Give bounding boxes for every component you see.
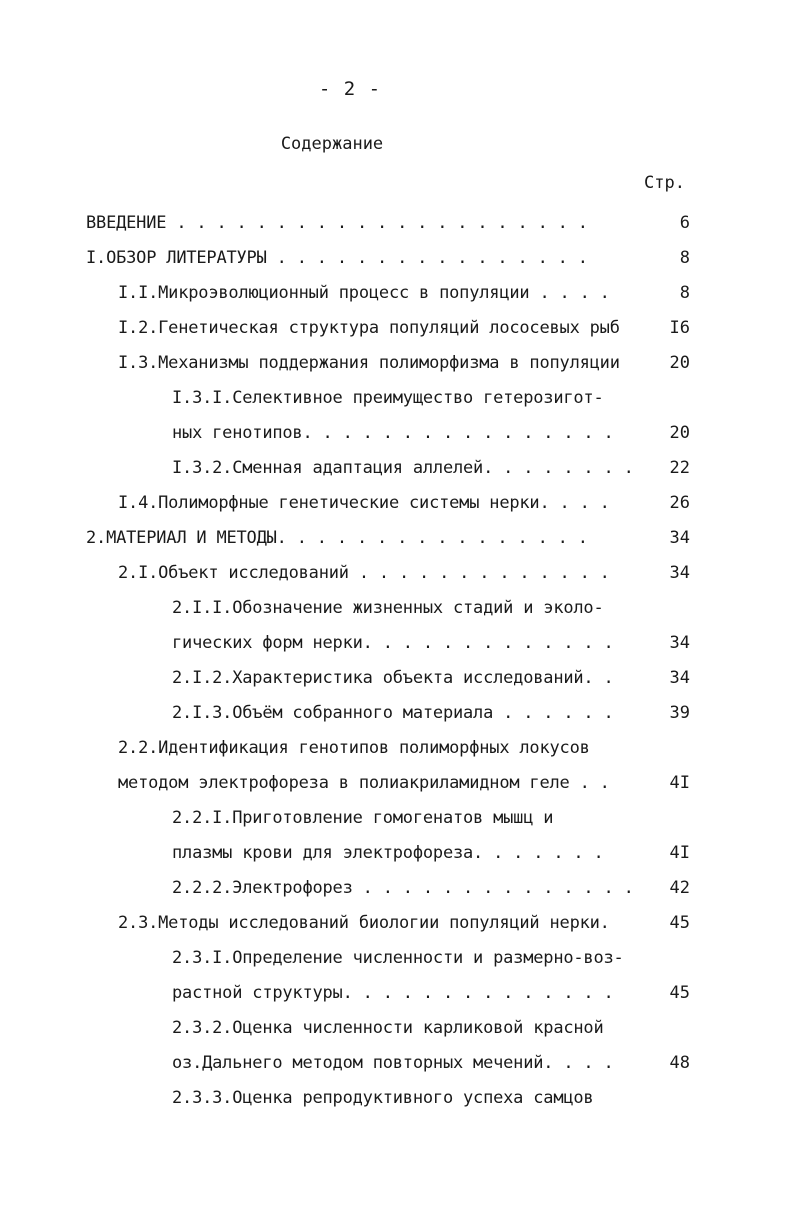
toc-entry-label: 2.3.2.Оценка численности карликовой красной	[172, 1018, 604, 1038]
toc-entry-1-1	[118, 278, 690, 308]
toc-entry-1-3-2	[172, 453, 690, 483]
toc-entry-label: I.4.Полиморфные генетические системы нерки. . . .	[118, 493, 610, 513]
toc-entry-page: 34	[664, 558, 690, 588]
page-number: - 2 -	[318, 78, 382, 100]
toc-entry-2-3-1	[172, 943, 690, 973]
toc-entry-page: 20	[664, 348, 690, 378]
toc-entry-label: I.3.I.Селективное преимущество гетерозигот-	[172, 388, 604, 408]
toc-entry-page: 45	[664, 908, 690, 938]
toc-entry-1-2	[118, 313, 690, 343]
toc-entry-1-3	[118, 348, 690, 378]
pages-column-header: Стр.	[644, 173, 685, 193]
toc-entry-2-3-2-cont	[172, 1048, 690, 1078]
toc-entry-label: 2.3.Методы исследований биологии популяций нерки.	[118, 913, 610, 933]
toc-entry-page: 45	[664, 978, 690, 1008]
toc-entry-label: 2.I.3.Объём собранного материала . . . . . .	[172, 703, 614, 723]
toc-entry-2-1-1	[172, 593, 690, 623]
toc-entry-label: ных генотипов. . . . . . . . . . . . . . . .	[172, 423, 614, 443]
toc-entry-label: 2.2.I.Приготовление гомогенатов мышц и	[172, 808, 554, 828]
toc-entry-page: 39	[664, 698, 690, 728]
toc-entry-2-2-1-cont	[172, 838, 690, 868]
toc-entry-label: I.3.Механизмы поддержания полиморфизма в популяции	[118, 353, 620, 373]
toc-entry-2-1-2	[172, 663, 690, 693]
toc-entry-page: 34	[664, 523, 690, 553]
toc-entry-materials-methods	[86, 523, 690, 553]
toc-entry-page: 4I	[664, 768, 690, 798]
toc-entry-1-3-1	[172, 383, 690, 413]
toc-entry-label: 2.I.I.Обозначение жизненных стадий и эколо-	[172, 598, 604, 618]
toc-entry-label: I.I.Микроэволюционный процесс в популяции . . . .	[118, 283, 610, 303]
toc-entry-literature-review	[86, 243, 690, 273]
toc-entry-page: 8	[674, 278, 690, 308]
toc-entry-page: 4I	[664, 838, 690, 868]
toc-entry-1-4	[118, 488, 690, 518]
toc-entry-label: I.ОБЗОР ЛИТЕРАТУРЫ . . . . . . . . . . . . . . . .	[86, 248, 588, 268]
toc-entry-page: 34	[664, 663, 690, 693]
toc-entry-label: 2.3.3.Оценка репродуктивного успеха самцов	[172, 1088, 594, 1108]
toc-entry-page: 22	[664, 453, 690, 483]
toc-entry-introduction	[86, 208, 690, 238]
toc-entry-label: оз.Дальнего методом повторных мечений. . . .	[172, 1053, 614, 1073]
toc-entry-label: 2.2.Идентификация генотипов полиморфных локусов	[118, 738, 590, 758]
toc-entry-label: 2.3.I.Определение численности и размерно-воз-	[172, 948, 624, 968]
toc-entry-1-3-1-cont	[172, 418, 690, 448]
toc-entry-page: 26	[664, 488, 690, 518]
toc-entry-page: 42	[664, 873, 690, 903]
toc-entry-2-1-3	[172, 698, 690, 728]
toc-entry-label: 2.2.2.Электрофорез . . . . . . . . . . . . . .	[172, 878, 634, 898]
toc-entry-label: 2.I.2.Характеристика объекта исследований. .	[172, 668, 614, 688]
toc-entry-2-1-1-cont	[172, 628, 690, 658]
toc-entry-label: I.2.Генетическая структура популяций лососевых рыб	[118, 318, 620, 338]
toc-entry-page: 6	[674, 208, 690, 238]
toc-entry-page: 20	[664, 418, 690, 448]
toc-entry-2-3-2	[172, 1013, 690, 1043]
toc-entry-label: растной структуры. . . . . . . . . . . . . .	[172, 983, 614, 1003]
toc-entry-label: методом электрофореза в полиакриламидном геле . .	[118, 773, 610, 793]
toc-entry-2-1	[118, 558, 690, 588]
toc-entry-label: гических форм нерки. . . . . . . . . . . . .	[172, 633, 614, 653]
toc-entry-label: 2.МАТЕРИАЛ И МЕТОДЫ. . . . . . . . . . . . . . . .	[86, 528, 588, 548]
toc-entry-page: 48	[664, 1048, 690, 1078]
toc-entry-page: 8	[674, 243, 690, 273]
toc-entry-2-2-2	[172, 873, 690, 903]
toc-title: Содержание	[280, 134, 384, 154]
toc-entry-label: 2.I.Объект исследований . . . . . . . . . . . . .	[118, 563, 610, 583]
toc-entry-label: ВВЕДЕНИЕ . . . . . . . . . . . . . . . . . . . . .	[86, 213, 588, 233]
toc-entry-page: I6	[664, 313, 690, 343]
toc-entry-2-2-cont	[118, 768, 690, 798]
toc-entry-label: I.3.2.Сменная адаптация аллелей. . . . . . . .	[172, 458, 634, 478]
toc-entry-label: плазмы крови для электрофореза. . . . . . .	[172, 843, 604, 863]
toc-entry-2-2-1	[172, 803, 690, 833]
toc-entry-2-3	[118, 908, 690, 938]
toc-entry-2-2	[118, 733, 690, 763]
toc-entry-2-3-1-cont	[172, 978, 690, 1008]
toc-entry-page: 34	[664, 628, 690, 658]
toc-entry-2-3-3	[172, 1083, 690, 1113]
